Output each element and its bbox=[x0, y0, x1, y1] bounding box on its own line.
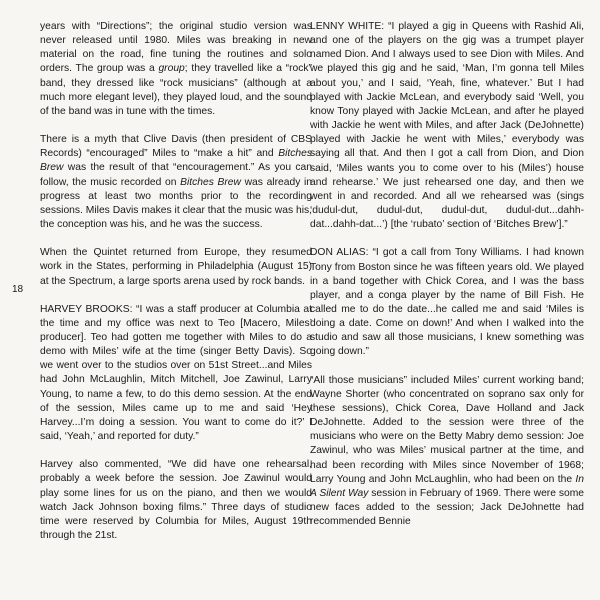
text-run: HARVEY BROOKS: “I was a staff producer at Columbia at the time and my office was next to Teo [Macero, Miles’ producer]. Teo had gotten me together with Miles to do a demo with Miles’ wife at the time (singer Betty Davis). So we went over to the studios over on 51st Street...and Miles had John McLaughlin, Mitch Mitchell, Joe Zawinul, Larry Young, to name a few, to do this demo session. At the end of the session, Miles came up to me and said ‘Hey Harvey...I’m doing a session. You want to come do it?’ I said, ‘Yeah,’ and reported for duty.” bbox=[40, 303, 312, 443]
italic-title: In A Silent Way bbox=[310, 473, 584, 499]
text-run: session in February of 1969. There were some new faces added to the session; Jack DeJohnette had recommended Bennie bbox=[310, 487, 584, 528]
paragraph bbox=[310, 374, 584, 530]
text-run: was already in progress at least two months prior to the recording sessions. Miles Davis makes it clear that the music was his, the conception was his, and he was the success. bbox=[40, 176, 312, 231]
text-run: years with “Directions”; the original studio version was never released until 1980. Miles was breaking in new material on the road, fine tuning the routines and solo orders. The group was a bbox=[40, 21, 312, 75]
left-column bbox=[40, 20, 312, 557]
paragraph bbox=[40, 246, 312, 288]
italic-title: group bbox=[158, 63, 185, 75]
text-run: was the result of that “encouragement.” As you can follow, the music recorded on bbox=[40, 162, 312, 188]
text-run: DON ALIAS: “I got a call from Tony Williams. I had known Tony from Boston since he was fifteen years old. We played in a band together with Chick Corea, and I was the bass player, and a conga player by the name of Bill Fish. He called me to do the date...he called me and said ‘Miles is doing a date. Come on down!’ And when I walked into the studio and saw all those musicians, I knew something was going down.” bbox=[310, 247, 584, 358]
italic-title: Bitches Brew bbox=[40, 148, 312, 174]
paragraph bbox=[310, 20, 584, 232]
paragraph bbox=[40, 458, 312, 543]
text-run: “All those musicians” included Miles’ current working band; Wayne Shorter (who concentrated on soprano sax only for these sessions), Chick Corea, Dave Holland and Jack DeJohnette. Added to the session were three of the musicians who were on the Betty Mabry demo session: Joe Zawinul, who was Miles’ musical partner at the time, and had been recording with Miles since November of 1968; Larry Young and John McLaughlin, who had been on the bbox=[310, 374, 584, 485]
paragraph bbox=[40, 303, 312, 445]
text-run: Harvey also commented, “We did have one rehearsal, probably a week before the session. Joe Zawinul would play some lines for us on the piano, and then we would watch Jack Johnson boxing films.” Three days of studio time were reserved by Columbia for Miles, August 19th through the 21st. bbox=[40, 459, 312, 541]
paragraph bbox=[310, 246, 584, 359]
paragraph bbox=[40, 20, 312, 119]
text-run: When the Quintet returned from Europe, they resumed work in the States, performing in Philadelphia (August 15) at the Spectrum, a large sports arena used by rock bands. bbox=[40, 247, 312, 287]
right-column bbox=[310, 20, 584, 543]
italic-title: Bitches Brew bbox=[180, 176, 241, 188]
paragraph bbox=[40, 133, 312, 232]
text-run: ; they travelled like a “rock” band, they dressed like “rock musicians” (although at a much more elegant level), they played loud, and the sound of the band was in tune with the times. bbox=[40, 63, 312, 117]
text-run: There is a myth that Clive Davis (then president of CBS Records) “encouraged” Miles to “make a hit” and bbox=[40, 134, 312, 160]
page-number: 18 bbox=[12, 284, 24, 295]
text-run: LENNY WHITE: “I played a gig in Queens with Rashid Ali, and one of the players on the gig was a trumpet player named Dion. And I always used to see Dion with Miles. And we played this gig and he said, ‘Man, I’m gonna tell Miles about you,’ and I said, ‘Yeah, fine, whatever.’ But I had played with Jackie McLean, and everybody said ‘Well, you know Tony played with Jackie McLean, and after he played with Jackie he went with Miles, and after Jack (DeJohnette) played with Jackie he went with Miles,’ everybody was saying all that. And then I got a call from Dion, and Dion said, ‘Miles wants you to come over to his (Miles’) house and rehearse.’ We just rehearsed one day, and then we went in and recorded. And all we rehearsed was (sings ‘dudul-dut, dudul-dut, dudul-dut, dudul-dut...dahh-dat...dahh-dat...’) [the ‘rubato’ section of ‘Bitches Brew’].” bbox=[310, 21, 584, 231]
